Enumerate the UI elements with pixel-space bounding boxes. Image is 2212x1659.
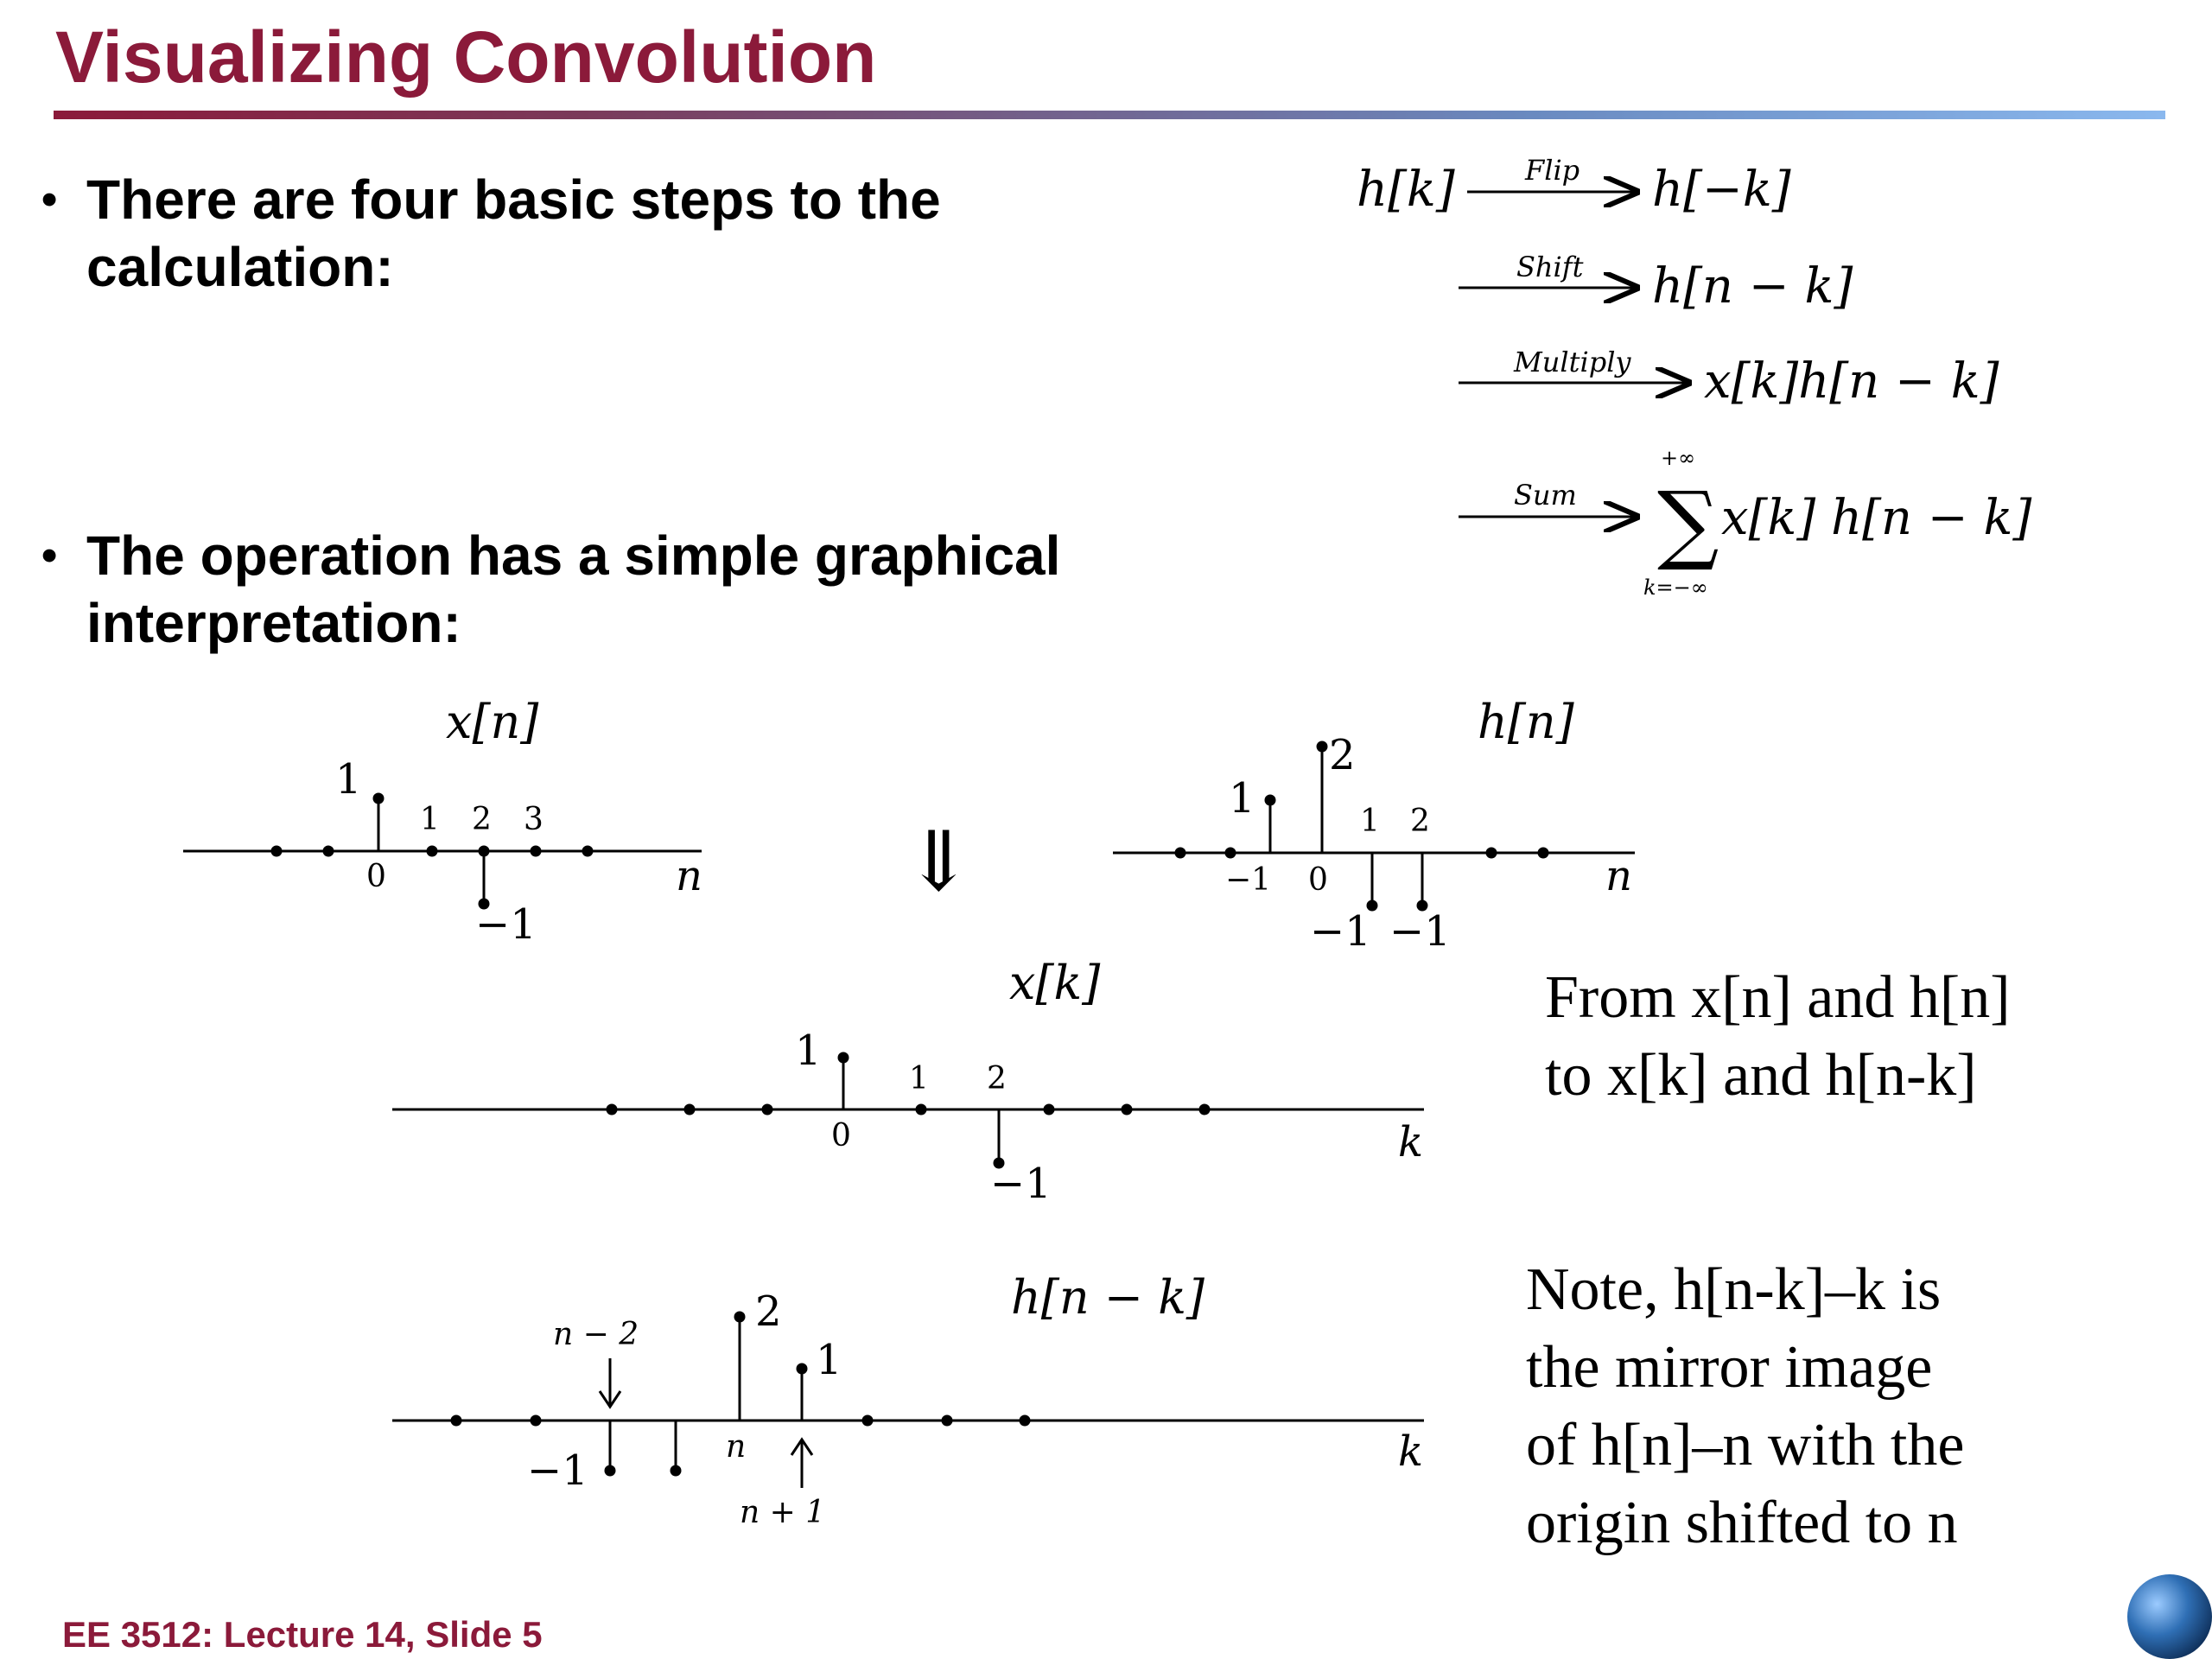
bullet-dot-icon: • [41,175,58,225]
hnk-dot [531,1415,541,1426]
slide-footer: EE 3512: Lecture 14, Slide 5 [62,1614,543,1655]
hnk-stem-head [671,1465,681,1476]
shift-result: h[n − k] [1652,258,1853,315]
xn-axis-label: n [676,852,702,900]
xn-tick: 3 [524,802,543,837]
hnk-value: 1 [816,1336,842,1384]
hn-dot [1225,848,1236,858]
flip-result: h[−k] [1652,162,1791,218]
multiply-result: x[k]h[n − k] [1704,353,1999,410]
xn-dot [427,846,437,856]
xn-stem-head [373,793,384,804]
hn-value: 2 [1329,731,1356,779]
xn-value: 1 [335,755,362,804]
sum-result: x[k] h[n − k] [1721,490,2032,546]
bullet-steps-line2: calculation: [86,236,394,298]
note-from-to-line2: to x[k] and h[n-k] [1545,1042,1977,1109]
hnk-dot [942,1415,952,1426]
hnk-axis-label: k [1398,1427,1424,1476]
xk-dot [1044,1104,1054,1115]
hnk-label: h[n − k] [1011,1270,1205,1325]
bullet-graphical [41,522,1060,657]
xn-label: x[n] [446,695,539,749]
bullet-graphical-line2: interpretation: [86,592,461,654]
xk-stem-head [838,1052,849,1063]
xn-dot [271,846,282,856]
note-from-to-line1: From x[n] and h[n] [1545,964,2011,1031]
bullet-graphical-line1: The operation has a simple graphical [86,524,1061,587]
xk-dot [762,1104,772,1115]
xn-dot [323,846,334,856]
xk-dot [1122,1104,1132,1115]
hn-label: h[n] [1478,695,1574,749]
sum-label: Sum [1514,479,1577,512]
sum-lower: k=−∞ [1643,575,1708,600]
hnk-marker: n − 2 [553,1317,639,1352]
note-mirror-line2: the mirror image [1526,1334,1933,1401]
note-mirror-line4: origin shifted to n [1526,1490,1958,1556]
xk-value: −1 [990,1160,1052,1208]
convolution-steps-diagram [1331,147,2039,613]
xn-tick: 0 [366,859,386,894]
xn-tick: 2 [472,802,492,837]
xk-label: x[k] [1009,956,1101,1010]
hnk-plot [392,1270,1424,1530]
note-mirror [1526,1251,1964,1562]
bullet-steps [41,166,941,301]
hn-value: 1 [1229,774,1255,823]
hnk-stem-head [605,1465,615,1476]
shift-label: Shift [1516,251,1584,283]
xk-tick: 2 [987,1061,1007,1096]
sigma-icon: ∑ [1657,473,1719,574]
hn-dot [1486,848,1497,858]
hn-plot [1113,695,1635,956]
hn-dot [1538,848,1548,858]
xk-dot [684,1104,695,1115]
down-double-arrow-icon: ⇓ [904,813,974,910]
hn-stem-head [1317,741,1327,752]
xk-value: 1 [795,1027,822,1075]
flip-label: Flip [1525,154,1580,187]
xn-dot [531,846,541,856]
hn-tick: −1 [1225,862,1272,898]
xn-plot [183,695,702,949]
bullet-steps-line1: There are four basic steps to the [86,168,941,231]
note-from-to [1545,959,2011,1115]
hnk-stem-head [734,1312,745,1322]
hn-value: −1 [1310,907,1371,956]
hn-dot [1175,848,1185,858]
hn-tick: 1 [1360,804,1380,839]
xk-dot [916,1104,926,1115]
sum-upper: +∞ [1661,446,1696,470]
hn-tick: 0 [1308,862,1328,898]
title-underline [54,111,2165,119]
xk-plot [392,956,1424,1208]
hnk-stem-head [797,1363,807,1374]
hnk-value: −1 [527,1446,588,1495]
xn-tick: 1 [420,802,440,837]
hnk-value: 2 [755,1287,782,1336]
xk-axis-label: k [1398,1118,1424,1166]
hnk-dot [451,1415,461,1426]
hn-axis-label: n [1605,852,1632,900]
hnk-dot [862,1415,873,1426]
hn-stem-head [1265,795,1275,805]
slide-title: Visualizing Convolution [55,16,877,98]
hnk-marker: n + 1 [740,1495,826,1530]
steps-start: h[k] [1357,162,1455,218]
hn-tick: 2 [1410,804,1430,839]
xn-value: −1 [475,900,537,949]
multiply-label: Multiply [1514,346,1631,378]
hnk-dot [1020,1415,1030,1426]
xk-tick: 0 [831,1118,851,1154]
xk-dot [607,1104,617,1115]
xk-dot [1199,1104,1210,1115]
globe-logo-icon [2127,1574,2212,1659]
note-mirror-line3: of h[n]–n with the [1526,1412,1965,1478]
xk-tick: 1 [909,1061,929,1096]
xn-dot [582,846,593,856]
hnk-tick: n [726,1429,747,1465]
bullet-dot-icon: • [41,531,58,581]
hn-value: −1 [1389,907,1451,956]
note-mirror-line1: Note, h[n-k]–k is [1526,1256,1942,1323]
